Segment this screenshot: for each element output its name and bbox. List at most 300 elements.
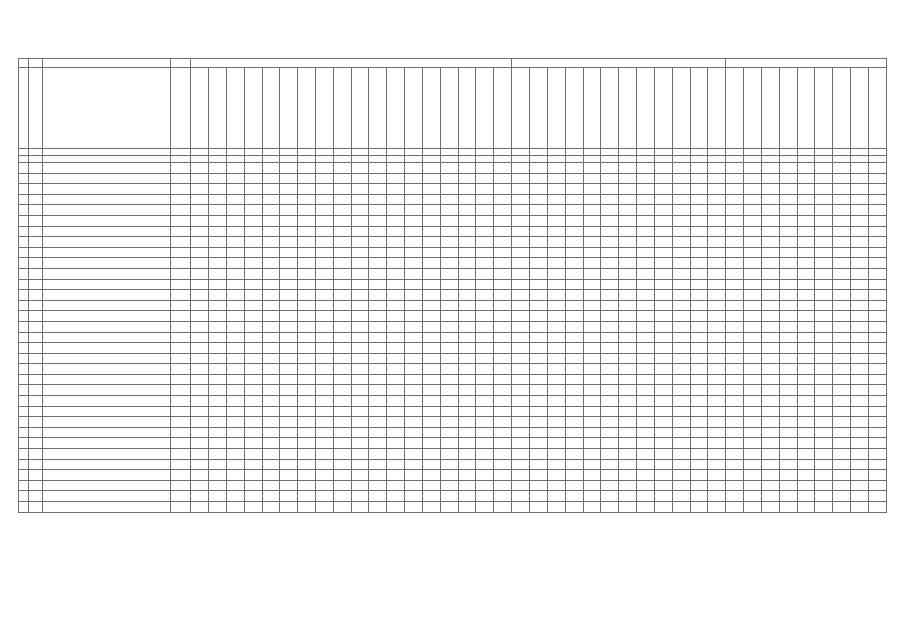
- table-cell: [708, 215, 726, 226]
- table-cell: [19, 268, 29, 279]
- table-cell: [851, 184, 869, 195]
- table-cell: [761, 480, 779, 491]
- table-cell: [226, 364, 244, 375]
- table-cell: [226, 449, 244, 460]
- table-cell: [316, 374, 334, 385]
- table-cell: [565, 268, 583, 279]
- table-row: [19, 311, 887, 322]
- table-cell: [351, 173, 369, 184]
- table-cell: [476, 290, 494, 301]
- table-cell: [619, 194, 637, 205]
- table-cell: [405, 311, 423, 322]
- column-subheader: [440, 149, 458, 156]
- table-cell: [690, 300, 708, 311]
- table-cell: [43, 438, 170, 449]
- table-cell: [298, 470, 316, 481]
- table-cell: [726, 279, 744, 290]
- table-cell: [19, 226, 29, 237]
- table-cell: [779, 268, 797, 279]
- table-row: [19, 427, 887, 438]
- table-cell: [494, 343, 512, 354]
- table-cell: [708, 480, 726, 491]
- table-cell: [672, 237, 690, 248]
- table-cell: [351, 396, 369, 407]
- table-cell: [565, 194, 583, 205]
- table-cell: [779, 438, 797, 449]
- table-cell: [458, 290, 476, 301]
- table-cell: [422, 247, 440, 258]
- table-cell: [851, 396, 869, 407]
- table-cell: [280, 480, 298, 491]
- table-cell: [29, 438, 43, 449]
- column-subheader: [19, 156, 29, 163]
- table-cell: [226, 417, 244, 428]
- table-cell: [440, 184, 458, 195]
- table-cell: [851, 332, 869, 343]
- table-cell: [868, 427, 886, 438]
- table-cell: [530, 470, 548, 481]
- table-cell: [387, 470, 405, 481]
- table-cell: [690, 194, 708, 205]
- table-cell: [209, 163, 227, 174]
- table-cell: [387, 364, 405, 375]
- table-cell: [280, 184, 298, 195]
- table-cell: [547, 491, 565, 502]
- table-cell: [226, 459, 244, 470]
- table-cell: [191, 205, 209, 216]
- table-cell: [387, 311, 405, 322]
- title-line: [240, 30, 665, 37]
- table-cell: [815, 491, 833, 502]
- table-cell: [547, 406, 565, 417]
- table-cell: [708, 226, 726, 237]
- table-cell: [547, 385, 565, 396]
- table-cell: [744, 226, 762, 237]
- table-cell: [422, 417, 440, 428]
- table-cell: [298, 417, 316, 428]
- column-group-header: [29, 59, 43, 68]
- table-cell: [779, 215, 797, 226]
- table-cell: [170, 258, 190, 269]
- table-cell: [387, 268, 405, 279]
- table-cell: [333, 396, 351, 407]
- table-cell: [761, 321, 779, 332]
- table-cell: [226, 321, 244, 332]
- table-cell: [226, 279, 244, 290]
- table-cell: [601, 237, 619, 248]
- table-cell: [280, 374, 298, 385]
- table-cell: [637, 343, 655, 354]
- table-cell: [815, 385, 833, 396]
- column-group-header: [43, 59, 170, 68]
- table-cell: [779, 184, 797, 195]
- table-cell: [565, 502, 583, 513]
- table-cell: [333, 173, 351, 184]
- table-cell: [405, 480, 423, 491]
- table-cell: [744, 491, 762, 502]
- table-cell: [43, 502, 170, 513]
- table-cell: [298, 258, 316, 269]
- table-cell: [19, 215, 29, 226]
- table-cell: [170, 449, 190, 460]
- table-cell: [815, 438, 833, 449]
- table-cell: [547, 353, 565, 364]
- column-header: [868, 68, 886, 149]
- table-cell: [244, 459, 262, 470]
- table-cell: [280, 438, 298, 449]
- table-cell: [440, 427, 458, 438]
- table-cell: [244, 321, 262, 332]
- table-cell: [316, 438, 334, 449]
- table-cell: [744, 480, 762, 491]
- column-subheader: [170, 149, 190, 156]
- table-cell: [209, 449, 227, 460]
- table-cell: [726, 427, 744, 438]
- table-cell: [833, 374, 851, 385]
- table-cell: [405, 321, 423, 332]
- table-cell: [547, 396, 565, 407]
- table-cell: [244, 396, 262, 407]
- table-cell: [316, 247, 334, 258]
- column-subheader: [761, 156, 779, 163]
- table-cell: [280, 353, 298, 364]
- table-cell: [868, 173, 886, 184]
- table-cell: [583, 385, 601, 396]
- table-cell: [637, 406, 655, 417]
- column-subheader: [708, 149, 726, 156]
- table-cell: [815, 406, 833, 417]
- table-cell: [690, 184, 708, 195]
- table-cell: [726, 491, 744, 502]
- table-cell: [851, 427, 869, 438]
- table-cell: [170, 321, 190, 332]
- table-cell: [29, 343, 43, 354]
- table-cell: [530, 427, 548, 438]
- column-subheader: [583, 149, 601, 156]
- table-cell: [494, 470, 512, 481]
- table-cell: [351, 332, 369, 343]
- table-cell: [868, 205, 886, 216]
- table-cell: [244, 184, 262, 195]
- table-cell: [690, 205, 708, 216]
- table-cell: [494, 300, 512, 311]
- table-cell: [43, 215, 170, 226]
- table-cell: [868, 353, 886, 364]
- table-cell: [744, 311, 762, 322]
- table-cell: [19, 194, 29, 205]
- table-cell: [422, 184, 440, 195]
- table-cell: [547, 258, 565, 269]
- table-cell: [43, 321, 170, 332]
- table-cell: [351, 184, 369, 195]
- table-cell: [405, 449, 423, 460]
- table-cell: [637, 321, 655, 332]
- table-cell: [29, 396, 43, 407]
- table-cell: [512, 364, 530, 375]
- table-cell: [170, 300, 190, 311]
- column-header: [815, 68, 833, 149]
- table-cell: [298, 364, 316, 375]
- table-cell: [43, 237, 170, 248]
- column-subheader: [405, 149, 423, 156]
- table-cell: [422, 343, 440, 354]
- table-cell: [761, 247, 779, 258]
- table-cell: [244, 194, 262, 205]
- table-cell: [619, 258, 637, 269]
- table-cell: [387, 194, 405, 205]
- table-cell: [654, 364, 672, 375]
- table-cell: [422, 226, 440, 237]
- table-cell: [547, 194, 565, 205]
- table-cell: [19, 502, 29, 513]
- table-cell: [19, 353, 29, 364]
- table-cell: [405, 364, 423, 375]
- table-cell: [868, 332, 886, 343]
- column-subheader: [333, 156, 351, 163]
- table-cell: [565, 311, 583, 322]
- table-cell: [333, 385, 351, 396]
- table-cell: [244, 311, 262, 322]
- table-cell: [422, 279, 440, 290]
- table-cell: [458, 184, 476, 195]
- table-cell: [226, 258, 244, 269]
- column-subheader: [191, 156, 209, 163]
- table-cell: [619, 237, 637, 248]
- table-cell: [19, 470, 29, 481]
- table-cell: [440, 311, 458, 322]
- table-cell: [708, 417, 726, 428]
- table-cell: [458, 194, 476, 205]
- table-cell: [672, 311, 690, 322]
- table-cell: [440, 247, 458, 258]
- table-cell: [868, 438, 886, 449]
- table-cell: [654, 438, 672, 449]
- table-cell: [797, 332, 815, 343]
- table-cell: [601, 321, 619, 332]
- table-cell: [458, 268, 476, 279]
- table-cell: [440, 364, 458, 375]
- table-cell: [191, 290, 209, 301]
- table-cell: [422, 480, 440, 491]
- table-cell: [494, 438, 512, 449]
- table-cell: [530, 480, 548, 491]
- table-cell: [422, 438, 440, 449]
- table-cell: [744, 279, 762, 290]
- table-cell: [654, 459, 672, 470]
- table-cell: [387, 321, 405, 332]
- table-cell: [512, 163, 530, 174]
- table-cell: [530, 343, 548, 354]
- table-cell: [316, 470, 334, 481]
- table-cell: [351, 279, 369, 290]
- table-cell: [601, 311, 619, 322]
- table-cell: [779, 194, 797, 205]
- table-cell: [369, 417, 387, 428]
- table-cell: [170, 226, 190, 237]
- table-cell: [280, 258, 298, 269]
- table-cell: [833, 184, 851, 195]
- table-cell: [209, 258, 227, 269]
- column-subheader: [868, 149, 886, 156]
- table-cell: [387, 480, 405, 491]
- table-cell: [244, 332, 262, 343]
- table-cell: [440, 480, 458, 491]
- document-title-block: [240, 30, 665, 58]
- table-cell: [547, 427, 565, 438]
- table-cell: [726, 163, 744, 174]
- column-header: [280, 68, 298, 149]
- table-cell: [833, 364, 851, 375]
- table-cell: [476, 406, 494, 417]
- table-cell: [690, 449, 708, 460]
- table-cell: [170, 343, 190, 354]
- table-cell: [851, 215, 869, 226]
- table-cell: [19, 321, 29, 332]
- table-cell: [726, 343, 744, 354]
- table-cell: [458, 311, 476, 322]
- table-cell: [351, 300, 369, 311]
- table-cell: [170, 163, 190, 174]
- table-cell: [333, 470, 351, 481]
- table-cell: [191, 279, 209, 290]
- table-cell: [512, 184, 530, 195]
- table-cell: [333, 332, 351, 343]
- table-cell: [262, 332, 280, 343]
- table-cell: [690, 385, 708, 396]
- table-cell: [19, 184, 29, 195]
- table-cell: [226, 374, 244, 385]
- table-cell: [851, 163, 869, 174]
- table-cell: [512, 427, 530, 438]
- table-cell: [422, 406, 440, 417]
- column-subheader: [512, 156, 530, 163]
- table-cell: [405, 184, 423, 195]
- column-subheader: [298, 149, 316, 156]
- table-cell: [458, 438, 476, 449]
- table-cell: [601, 417, 619, 428]
- table-cell: [868, 290, 886, 301]
- table-cell: [726, 194, 744, 205]
- table-cell: [851, 417, 869, 428]
- table-cell: [19, 343, 29, 354]
- table-cell: [29, 184, 43, 195]
- table-header: [19, 59, 887, 163]
- table-cell: [637, 364, 655, 375]
- table-cell: [619, 184, 637, 195]
- table-cell: [851, 194, 869, 205]
- table-cell: [244, 406, 262, 417]
- table-cell: [280, 406, 298, 417]
- table-cell: [298, 279, 316, 290]
- table-cell: [387, 353, 405, 364]
- table-cell: [619, 226, 637, 237]
- table-cell: [19, 449, 29, 460]
- table-cell: [654, 290, 672, 301]
- table-cell: [833, 163, 851, 174]
- table-cell: [815, 258, 833, 269]
- table-cell: [672, 173, 690, 184]
- table-cell: [333, 343, 351, 354]
- table-cell: [387, 279, 405, 290]
- table-cell: [779, 406, 797, 417]
- table-cell: [797, 268, 815, 279]
- table-cell: [209, 470, 227, 481]
- table-cell: [476, 396, 494, 407]
- table-cell: [226, 470, 244, 481]
- table-cell: [530, 290, 548, 301]
- table-cell: [601, 247, 619, 258]
- table-cell: [690, 215, 708, 226]
- column-subheader: [458, 156, 476, 163]
- table-cell: [369, 215, 387, 226]
- table-cell: [565, 491, 583, 502]
- table-cell: [797, 290, 815, 301]
- table-cell: [530, 459, 548, 470]
- table-cell: [351, 385, 369, 396]
- table-cell: [191, 194, 209, 205]
- table-cell: [316, 427, 334, 438]
- table-cell: [708, 396, 726, 407]
- table-cell: [565, 406, 583, 417]
- table-cell: [298, 438, 316, 449]
- table-cell: [422, 237, 440, 248]
- table-cell: [565, 459, 583, 470]
- table-cell: [851, 237, 869, 248]
- table-cell: [619, 290, 637, 301]
- table-cell: [29, 480, 43, 491]
- table-cell: [868, 258, 886, 269]
- table-cell: [19, 385, 29, 396]
- table-cell: [512, 332, 530, 343]
- table-cell: [387, 163, 405, 174]
- table-cell: [779, 258, 797, 269]
- column-subheader: [333, 149, 351, 156]
- table-cell: [19, 374, 29, 385]
- table-cell: [351, 343, 369, 354]
- table-cell: [761, 406, 779, 417]
- table-cell: [494, 332, 512, 343]
- table-cell: [744, 173, 762, 184]
- table-cell: [868, 184, 886, 195]
- table-cell: [690, 427, 708, 438]
- table-cell: [583, 184, 601, 195]
- column-subheader: [726, 149, 744, 156]
- table-cell: [654, 374, 672, 385]
- column-header: [458, 68, 476, 149]
- table-cell: [797, 194, 815, 205]
- table-cell: [512, 502, 530, 513]
- table-cell: [387, 226, 405, 237]
- table-cell: [369, 343, 387, 354]
- table-cell: [333, 311, 351, 322]
- column-header: [565, 68, 583, 149]
- table-cell: [868, 163, 886, 174]
- column-header: [512, 68, 530, 149]
- table-cell: [333, 364, 351, 375]
- table-cell: [244, 343, 262, 354]
- table-cell: [851, 300, 869, 311]
- table-cell: [476, 258, 494, 269]
- table-cell: [170, 406, 190, 417]
- table-cell: [583, 374, 601, 385]
- table-cell: [637, 491, 655, 502]
- table-cell: [29, 491, 43, 502]
- table-cell: [672, 332, 690, 343]
- table-cell: [601, 194, 619, 205]
- table-cell: [191, 173, 209, 184]
- table-cell: [851, 470, 869, 481]
- table-cell: [690, 459, 708, 470]
